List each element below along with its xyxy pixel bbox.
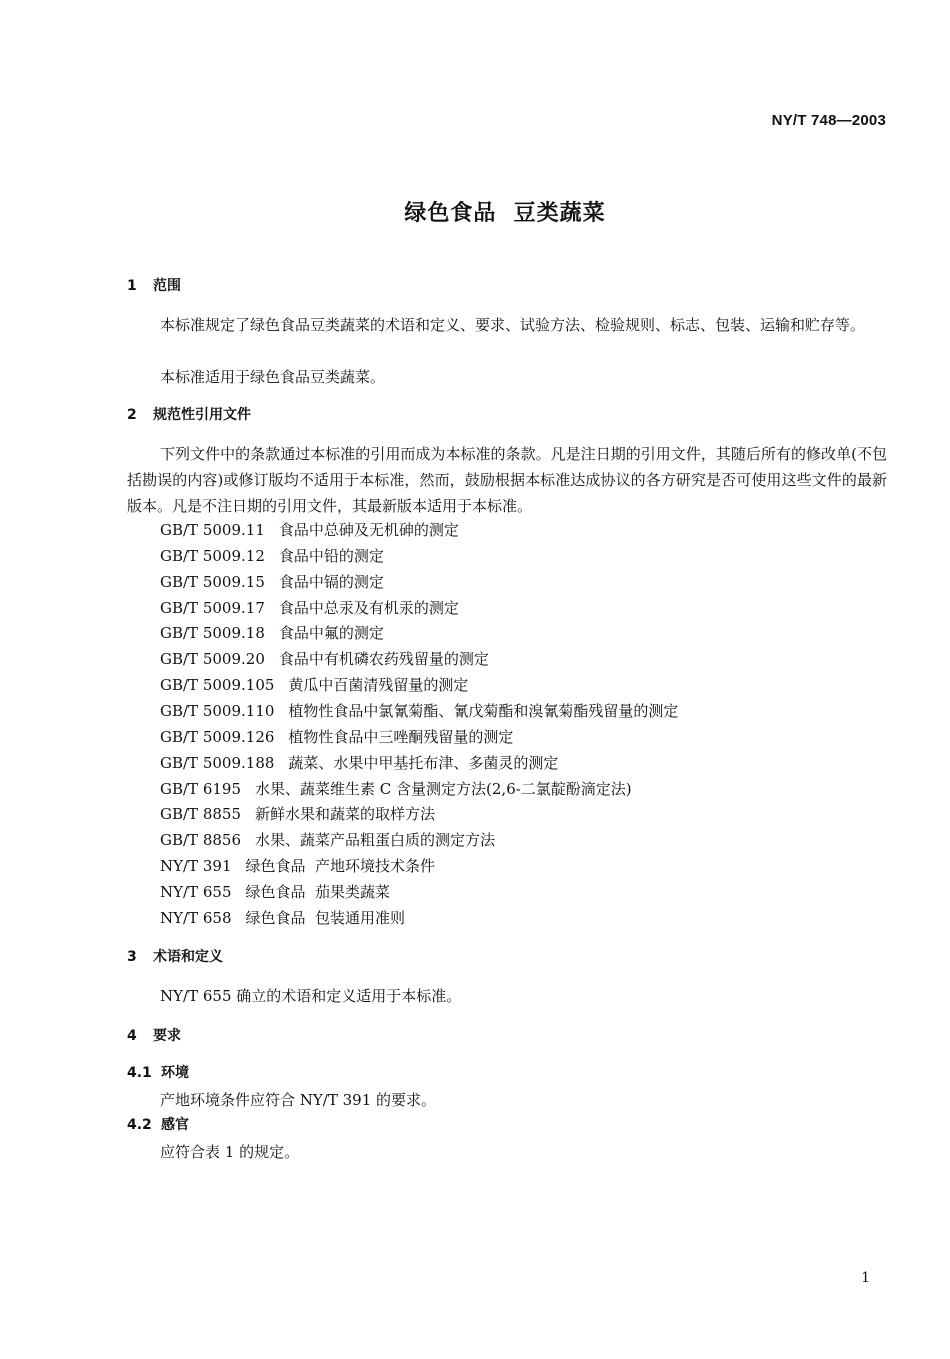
reference-title: 植物性食品中氯氰菊酯、氰戊菊酯和溴氰菊酯残留量的测定 xyxy=(288,702,679,721)
references-intro-paragraph: 下列文件中的条款通过本标准的引用而成为本标准的条款。凡是注日期的引用文件，其随后所有的修改单(不包括勘误的内容)或修订版均不适用于本标准，然而，鼓励根据本标准达成协议的各方研究是否可使用这些文件的最新版本。凡是不注日期的引用文件，其最新版本适用于本标准。 xyxy=(127,445,887,515)
reference-title: 蔬菜、水果中甲基托布津、多菌灵的测定 xyxy=(288,753,559,772)
reference-title: 绿色食品 产地环境技术条件 xyxy=(245,857,436,876)
reference-code: GB/T 5009.11 xyxy=(160,521,265,539)
reference-title: 食品中有机磷农药残留量的测定 xyxy=(278,650,489,669)
reference-item xyxy=(160,802,678,828)
reference-title: 食品中氟的测定 xyxy=(278,624,384,643)
section-title: 环境 xyxy=(161,1065,189,1081)
reference-item xyxy=(160,596,678,622)
section-number: 2 xyxy=(127,407,137,423)
terms-paragraph: NY/T 655 确立的术语和定义适用于本标准。 xyxy=(160,987,462,1005)
section-2-heading xyxy=(127,406,251,424)
reference-code: GB/T 6195 xyxy=(160,779,242,798)
normative-references-list xyxy=(160,518,678,932)
reference-item xyxy=(160,621,678,647)
reference-code: GB/T 5009.15 xyxy=(160,572,265,591)
reference-code: GB/T 5009.126 xyxy=(160,727,275,746)
reference-code: NY/T 658 xyxy=(160,908,232,927)
reference-code: GB/T 5009.12 xyxy=(160,546,265,565)
reference-code: GB/T 5009.18 xyxy=(160,624,265,643)
page-number: 1 xyxy=(861,1270,870,1286)
reference-title: 黄瓜中百菌清残留量的测定 xyxy=(288,676,469,695)
reference-item xyxy=(160,518,678,544)
section-title: 规范性引用文件 xyxy=(153,407,251,423)
reference-title: 食品中总砷及无机砷的测定 xyxy=(278,521,459,539)
reference-title: 食品中总汞及有机汞的测定 xyxy=(278,598,459,617)
reference-code: GB/T 5009.110 xyxy=(160,702,275,721)
reference-item xyxy=(160,828,678,854)
applicability-paragraph: 本标准适用于绿色食品豆类蔬菜。 xyxy=(160,368,386,386)
section-1-heading xyxy=(127,277,181,295)
reference-code: GB/T 5009.188 xyxy=(160,753,275,772)
reference-item xyxy=(160,777,678,803)
document-title: 绿色食品 豆类蔬菜 xyxy=(404,201,606,226)
reference-title: 食品中铅的测定 xyxy=(278,546,384,565)
reference-item xyxy=(160,673,678,699)
reference-title: 绿色食品 包装通用准则 xyxy=(245,908,406,927)
section-title: 感官 xyxy=(161,1117,189,1133)
reference-item xyxy=(160,699,678,725)
reference-item xyxy=(160,751,678,777)
document-code: NY/T 748—2003 xyxy=(771,112,886,129)
section-number: 4.1 xyxy=(127,1065,152,1081)
reference-title: 绿色食品 茄果类蔬菜 xyxy=(245,883,391,902)
section-title: 术语和定义 xyxy=(153,949,223,965)
reference-title: 植物性食品中三唑酮残留量的测定 xyxy=(288,727,514,746)
scope-paragraph: 本标准规定了绿色食品豆类蔬菜的术语和定义、要求、试验方法、检验规则、标志、包装、运输和贮存等。 xyxy=(160,316,866,334)
reference-item xyxy=(160,880,678,906)
reference-code: GB/T 5009.17 xyxy=(160,598,265,617)
reference-title: 水果、蔬菜维生素 C 含量测定方法(2,6-二氯靛酚滴定法) xyxy=(255,779,632,798)
section-4-1-heading xyxy=(127,1064,189,1082)
reference-item xyxy=(160,570,678,596)
section-4-2-heading xyxy=(127,1116,189,1134)
reference-title: 食品中镉的测定 xyxy=(278,572,384,591)
reference-code: GB/T 8855 xyxy=(160,805,242,824)
reference-item xyxy=(160,544,678,570)
section-number: 1 xyxy=(127,278,137,294)
section-title: 范围 xyxy=(153,278,181,294)
reference-code: GB/T 5009.105 xyxy=(160,676,275,695)
section-number: 4.2 xyxy=(127,1117,152,1133)
section-4-heading xyxy=(127,1027,181,1045)
reference-item xyxy=(160,854,678,880)
reference-item xyxy=(160,647,678,673)
reference-code: GB/T 8856 xyxy=(160,831,242,850)
reference-code: NY/T 391 xyxy=(160,857,232,876)
environment-paragraph: 产地环境条件应符合 NY/T 391 的要求。 xyxy=(160,1091,437,1109)
reference-code: NY/T 655 xyxy=(160,883,232,902)
section-number: 4 xyxy=(127,1028,137,1044)
reference-title: 新鲜水果和蔬菜的取样方法 xyxy=(255,805,436,824)
reference-code: GB/T 5009.20 xyxy=(160,650,265,669)
section-3-heading xyxy=(127,948,223,966)
reference-item xyxy=(160,725,678,751)
reference-title: 水果、蔬菜产品粗蛋白质的测定方法 xyxy=(255,831,496,850)
section-number: 3 xyxy=(127,949,137,965)
reference-item xyxy=(160,906,678,932)
sensory-paragraph: 应符合表 1 的规定。 xyxy=(160,1143,300,1161)
section-title: 要求 xyxy=(153,1028,181,1044)
